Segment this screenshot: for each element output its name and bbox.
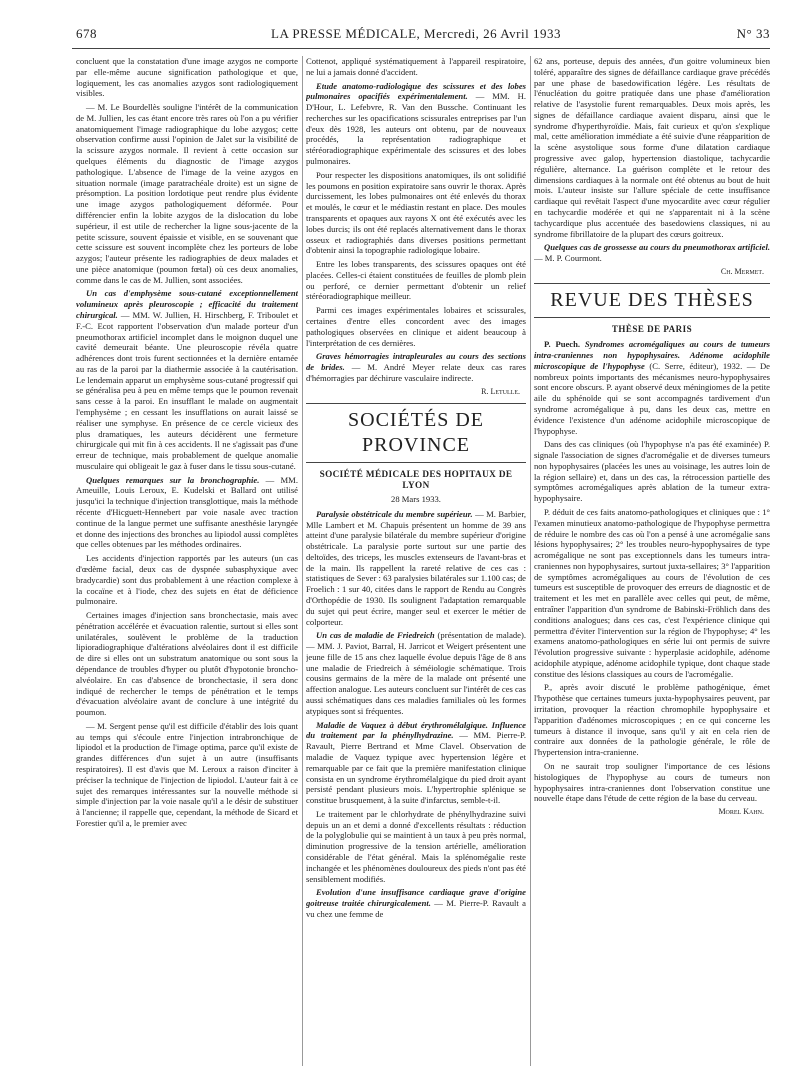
paragraph: Cottenot, appliqué systématiquement à l'appareil respiratoire, ne lui a jamais donné d'accident. [306,56,526,77]
article-heading: Etude anatomo-radiologique des scissures et des lobes pulmonaires opacifiés expérimentalement. [306,80,526,102]
section-title: REVUE DES THÈSES [534,283,770,318]
issue-number: N° 33 [736,26,770,41]
article [306,720,526,806]
journal-title: LA PRESSE MÉDICALE, Mercredi, 26 Avril 1933 [271,26,561,41]
article-body: — MM. W. Jullien, H. Hirschberg, F. Triboulet et F.-C. Ecot rapportent l'observation d'un malade porteur d'un pneumothorax artificiel incomplet dans le moignon duquel une cavité demeurait béante. Une pleuroscopie révéla quatre adhérences dont trois furent sectionnées et la dernière entamée au ras de la paroi par la diathermie associée à la cautérisation. Le lendemain apparut un emphysème sous-cutané progressif qui se généralisa peu à peu en même temps que le poumon revenait sans cesse à la paroi. En insufflant le malade on augmentait l'emphysème ; en cessant les insufflations on aurait laissé se réaliser une symphyse. En présence de ce cercle vicieux des plus dramatiques, les auteurs décidèrent une fermeture chirurgicale qui mit fin à ces accidents. Il ne s'agissait pas d'une erreur de technique, mais probablement de quelque anomalie musculaire qui obligeait le gaz à fuser dans le tissu sous-cutané. [76,309,298,471]
column-divider [530,56,531,1066]
article [534,339,770,436]
article [534,242,770,264]
page-number: 678 [76,26,97,41]
article-body: — M. P. Courmont. [534,253,602,264]
header-rule [72,48,770,49]
article-heading: Un cas de maladie de Friedreich [316,630,435,641]
article-heading: Graves hémorragies intrapleurales au cours des sections de brides. [306,351,526,373]
paragraph: Pour respecter les dispositions anatomiques, ils ont solidifié les poumons en position expiratoire sans ouvrir le thorax. Après durcissement, les lobes pulmonaires ont été enlevés du thorax et moulés, le cœur et le médiastin restant en place. Des moules transparents et opaques aux rayons X ont été exécutés avec les lobes durcis; ils ont été replacés alternativement dans le thorax osseux et radiographiés dans diverses positions permettant d'obtenir ainsi la topographie radiologique lobaire. [306,169,526,256]
thesis-author: P. Puech. [544,339,581,350]
article [306,509,526,628]
paragraph: P., après avoir discuté le problème pathogénique, émet l'hypothèse que certaines tumeurs juxta-hypophysaires peuvent, par irritation, provoquer la réaction chromophile hypophysaire et l'apparition d'adénomes microscopiques ; en ce qui concerne les tumeurs à distance il invoque, sans qu'il y ait en cela rien de contraire aux données de la pathologie générale, le rôle de l'hypertension intra-cranienne. [534,682,770,758]
article-heading: Syndromes acromégaliques au cours de tumeurs intra-craniennes non hypophysaires. Adénome acidophile microscopique de l'hypophyse [534,339,770,371]
paragraph: Dans des cas cliniques (où l'hypophyse n'a pas été examinée) P. signale l'association de signes d'acromégalie et de diverses tumeurs non hypophysaires (placées les unes au voisinage, les autres loin de la région sellaire) et, dans un des cas, la rétrocession partielle des symptômes acromégaliques après ablation de la tumeur extra-hypophysaire. [534,439,770,504]
article [76,288,298,471]
article-body: — MM. Ameuille, Louis Leroux, E. Kudelski et Ballard ont utilisé jusqu'ici la technique d'injection transglottique, mais la méthode récente d'Hicguett-Hennebert par voie nasale avec traction continue de la langue permet une suffisante anesthésie laryngée et donne des injections des bronches au lipiodol aussi complètes que celles obtenues par les méthodes ordinaires. [76,474,298,550]
article-body: — M. Barbier, Mlle Lambert et M. Chapuis présentent un homme de 39 ans atteint d'une paralysie bilatérale du membre supérieur d'origine obstétricale. La paralysie porte surtout sur une partie des deltoïdes, des triceps, les muscles extenseurs de l'avant-bras et de la main. Ils rappellent la rareté relative de ces cas : statistiques de Sever : 63 paralysies bilatérales sur 1.100 cas; de Froelich : 1 sur 40, citées dans le rapport de Rendu au Congrès d'Orthopédie de 1930. Ils soulignent l'adaptation remarquable du sujet qui peut écrire, manger seul et exercer le métier de colporteur. [306,508,526,627]
article-heading: Paralysie obstétricale du membre supérieur. [316,508,473,519]
paragraph: Le traitement par le chlorhydrate de phénylhydrazine suivi depuis un an et demi a donné d'excellents résultats : réduction de la polyglobulie qui se maintient à un taux à peu près normal, diminution progressive de la tension artérielle, amélioration considérable de l'état général. Mais la splénomégalie reste inchangée et les phénomènes douloureux des pieds n'ont pas été sensiblement modifiés. [306,808,526,884]
article-heading: Maladie de Vaquez à début érythromélalgique. Influence du traitement par la phénylhydrazine. [306,719,526,741]
paragraph: Entre les lobes transparents, des scissures opaques ont été placées. Celles-ci étaient constituées de feuilles de plomb plein ou perforé, ce dernier permettant d'obtenir un relief stéréoradiographique meilleur. [306,259,526,302]
article-body: — M. André Meyer relate deux cas rares d'hémorragies par déchirure vasculaire indirecte. [306,362,526,383]
signature: R. Letulle. [481,386,520,396]
article-heading: Un cas d'emphysème sous-cutané exceptionnellement volumineux après pleuroscopie ; efficacité du traitement chirurgical. [76,288,298,320]
signature: Morel Kahn. [718,807,764,817]
article-heading: Evolution d'une insuffisance cardiaque grave d'origine goitreuse traitée chirurgicalement. [306,887,526,909]
session-date: 28 Mars 1933. [391,493,441,504]
section-title: SOCIÉTÉS DE PROVINCE [306,403,526,463]
column-2 [306,56,526,1066]
paragraph: — M. Sergent pense qu'il est difficile d'établir des lois quant au temps qui s'écoule entre l'injection intrabronchique de lipiodol et la production de l'image optima, parce qu'il existe de grandes différences d'un sujet à un autre (insuffisants respiratoires). Il est d'avis que M. Leroux a raison d'inciter à préciser la technique de l'injection de lipiodol. L'auteur fait à ce sujet des remarques intéressantes sur la nouvelle méthode si simple d'injection par la voie nasale qu'il a le désir de substituer à l'ancienne; il rappelle que, cependant, la méthode de Sicard et Forestier qu'il a, le premier avec [76,720,298,828]
article-body: — MM. Pierre-P. Ravault, Pierre Bertrand et Mme Clavel. Observation de maladie de Vaquez typique avec hypertension légère et remarquable par ce fait que la première manifestation clinique consista en un syndrome érythromélalgique du pied droit ayant persisté pendant plusieurs mois. L'hypertrophie splénique se constitue brusquement, à la suite d'infarctus, semble-t-il. [306,730,526,806]
paragraph: concluent que la constatation d'une image azygos ne comporte par elle-même aucune signification pathologique et que, logiquement, les cas anomalies azygos sont radiologiquement visibles. [76,56,298,99]
column-divider [302,56,303,1066]
signature: Ch. Mermet. [720,266,764,276]
paragraph: — M. Le Bourdellès souligne l'intérêt de la communication de M. Jullien, les cas étant encore très rares où l'on a pu vérifier anatomiquement l'image radiographique du lobe azygos; cette observation confirme aussi l'opinion de Jalet sur la visibilité de la scissure azygos normale. Il revient à cette occasion sur quelques éléments du diagnostic de l'image azygos pathologique. L'absence de l'image de la veine azygos en situation normale (image paratrachéale droite) est un signe de présomption. La position lordotique peut rendre plus évidente une image azygos pathologiquement déformée. Pour différencier enfin la lobite azygos de la dislocation du lobe supérieur, il est utile de rechercher la ligne sous-jacente de la petite scissure, souvent épaissie et visible, en se souvenant que cette scissure est souvent incomplète chez les porteurs de lobe azygos; l'auteur présente les radiographies de deux malades et une pièce anatomique (poumon fœtal) où ces deux anomalies, comme dans le cas de M. Jullien, sont associées. [76,102,298,285]
paragraph: P. déduit de ces faits anatomo-pathologiques et cliniques que : 1° l'examen minutieux anatomo-pathologique de l'hypophyse permettra de réduire le nombre des cas où l'on a pensé à une acromégalie sans lésions hypophysaires; 2° les troubles neuro-hypophysaires de type acromégalique ne sont pas exceptionnels dans les tumeurs intra-craniennes non hypophysaires, surtout juxta-sellaires; 3° l'apparition de symptômes acromégaliques au cours de l'évolution de ces tumeurs est susceptible de provoquer des erreurs de diagnostic et de traitement et les met en parallèle avec celles qui peut, de même, entraîner l'apparition d'un syndrome de Babinski-Fröhlich dans des conditions analogues; dans ces cas, c'est l'expérience clinique qui permettra d'éviter l'intervention sur la région de l'hypophyse; 4° les examens anatomo-pathologiques en série lui ont permis de suivre l'évolution progressive suivante : hyperplasie acidophile, adénome acidophile atypique, adénome acidophile typique, dont chaque stade constitue des lésions classiques au cours de l'acromégalie. [534,506,770,679]
article-heading: Quelques remarques sur la bronchographie. [86,474,260,485]
article-body: (C. Serre, éditeur), 1932. — De nombreux points importants des mécanismes neuro-hypophysaires sont encore obscurs. P. ayant observé deux méningiomes de la petite aile du sphénoïde qui se sont accompagnés tardivement d'un syndrome acromégalique à pu, dans les deux cas, mettre en évidence l'existence d'un adénome acidophile microscopique de l'hypophyse. [534,360,770,436]
subsection-title: THÈSE DE PARIS [611,323,693,334]
article-heading: Quelques cas de grossesse au cours du pneumothorax artificiel. [544,242,770,253]
article [306,887,526,919]
paragraph: Parmi ces images expérimentales lobaires et scissurales, certaines d'entre elles concordent avec des images pathologiques observées en clinique et aident beaucoup à l'interprétation de ces dernières. [306,305,526,348]
paragraph: On ne saurait trop souligner l'importance de ces lésions histologiques de l'hypophyse au cours de tumeurs non hypophysaires intra-craniennes dont l'observation constitue une nouvelle étape dans l'étude de cette région de la base du cerveau. [534,760,770,804]
article-body: (présentation de malade). — MM. J. Paviot, Barral, H. Jarricot et Weigert présentent une jeune fille de 15 ans chez laquelle évolue depuis l'âge de 8 ans une maladie de Friedreich à séméiologie schématique. Trois cousins germains de la mère de la malade ont présenté une affection analogue. Les auteurs concluent sur l'intérêt de ces cas aussi schématiques dans ces maladies familiales où les formes atypiques sont si fréquentes. [306,630,526,716]
article [76,475,298,550]
paragraph: Les accidents d'injection rapportés par les auteurs (un cas d'œdème facial, deux cas de dyspnée subasphyxique avec bradycardie) sont dus probablement à une réaction complexe à la cocaïne et à l'iode, chez des sujets en état de déficience pulmonaire. [76,553,298,607]
article-body: — MM. H. D'Hour, L. Lefebvre, R. Van den Bussche. Continuant les recherches sur les opacifications scissurales entreprises par l'un d'eux dès 1928, les auteurs ont obtenu, par de nouveaux procédés, la représentation radiographique et stéréoradiographique expérimentale des scissures et des lobes pulmonaires. [306,91,526,167]
column-3 [534,56,770,1066]
paragraph: Certaines images d'injection sans bronchectasie, mais avec pénétration accélérée et évacuation ralentie, surtout si elles sont unilatérales, soulèvent le problème de la traduction lipioradiographique d'altérations alvéolaires dont il est difficile de dire si elles ont un substratum anatomique ou sont sous la dépendance de troubles d'hyper ou plutôt d'hypotonie broncho-alvéolaire. En cas d'absence de bronchectasie, il sera donc indiqué de rechercher le temps de pénétration et le temps d'évacuation alvéolaire avant de conclure à une intégrité du poumon. [76,610,298,718]
society-name: SOCIÉTÉ MÉDICALE DES HOPITAUX DE LYON [319,468,513,491]
article-body: — M. Pierre-P. Ravault a vu chez une femme de [306,898,526,919]
article [306,351,526,383]
article [306,630,526,716]
paragraph: 62 ans, porteuse, depuis des années, d'un goitre volumineux bien toléré, apparaître des signes de défaillance cardiaque grave précédés par une phase de basedowification légère. Les résultats de l'énucléation du goitre pratiquée dans une phase d'amélioration relative de l'asystolie furent remarquables. Deux mois après, les signes de défaillance cardiaque avaient disparu, ainsi que le syndrome d'hyperthyroïdie. Mais, fait curieux et qu'on s'explique mal, cette amélioration immédiate a été suivie d'une réapparition de la scène asystolique sous forme d'une dilatation cardiaque progressive avec galop, hypertension diastolique, tachycardie régulière, alternance. La guérison complète et le retour des dimensions cardiaques à la normale ont été obtenus au bout de huit mois. L'auteur insiste sur l'allure spéciale de cette insuffisance cardiaque qui revêtait l'aspect d'une myocardite avec cœur régulier en tachycardie modérée et qui ne s'apparentait ni à la scène tachycardique plus accentuée des basedowiens classiques, ni au syndrome fibrillatoire de la plupart des cœurs goitreux. [534,56,770,239]
article [306,81,526,167]
page-header [62,26,770,46]
column-1 [76,56,298,1066]
